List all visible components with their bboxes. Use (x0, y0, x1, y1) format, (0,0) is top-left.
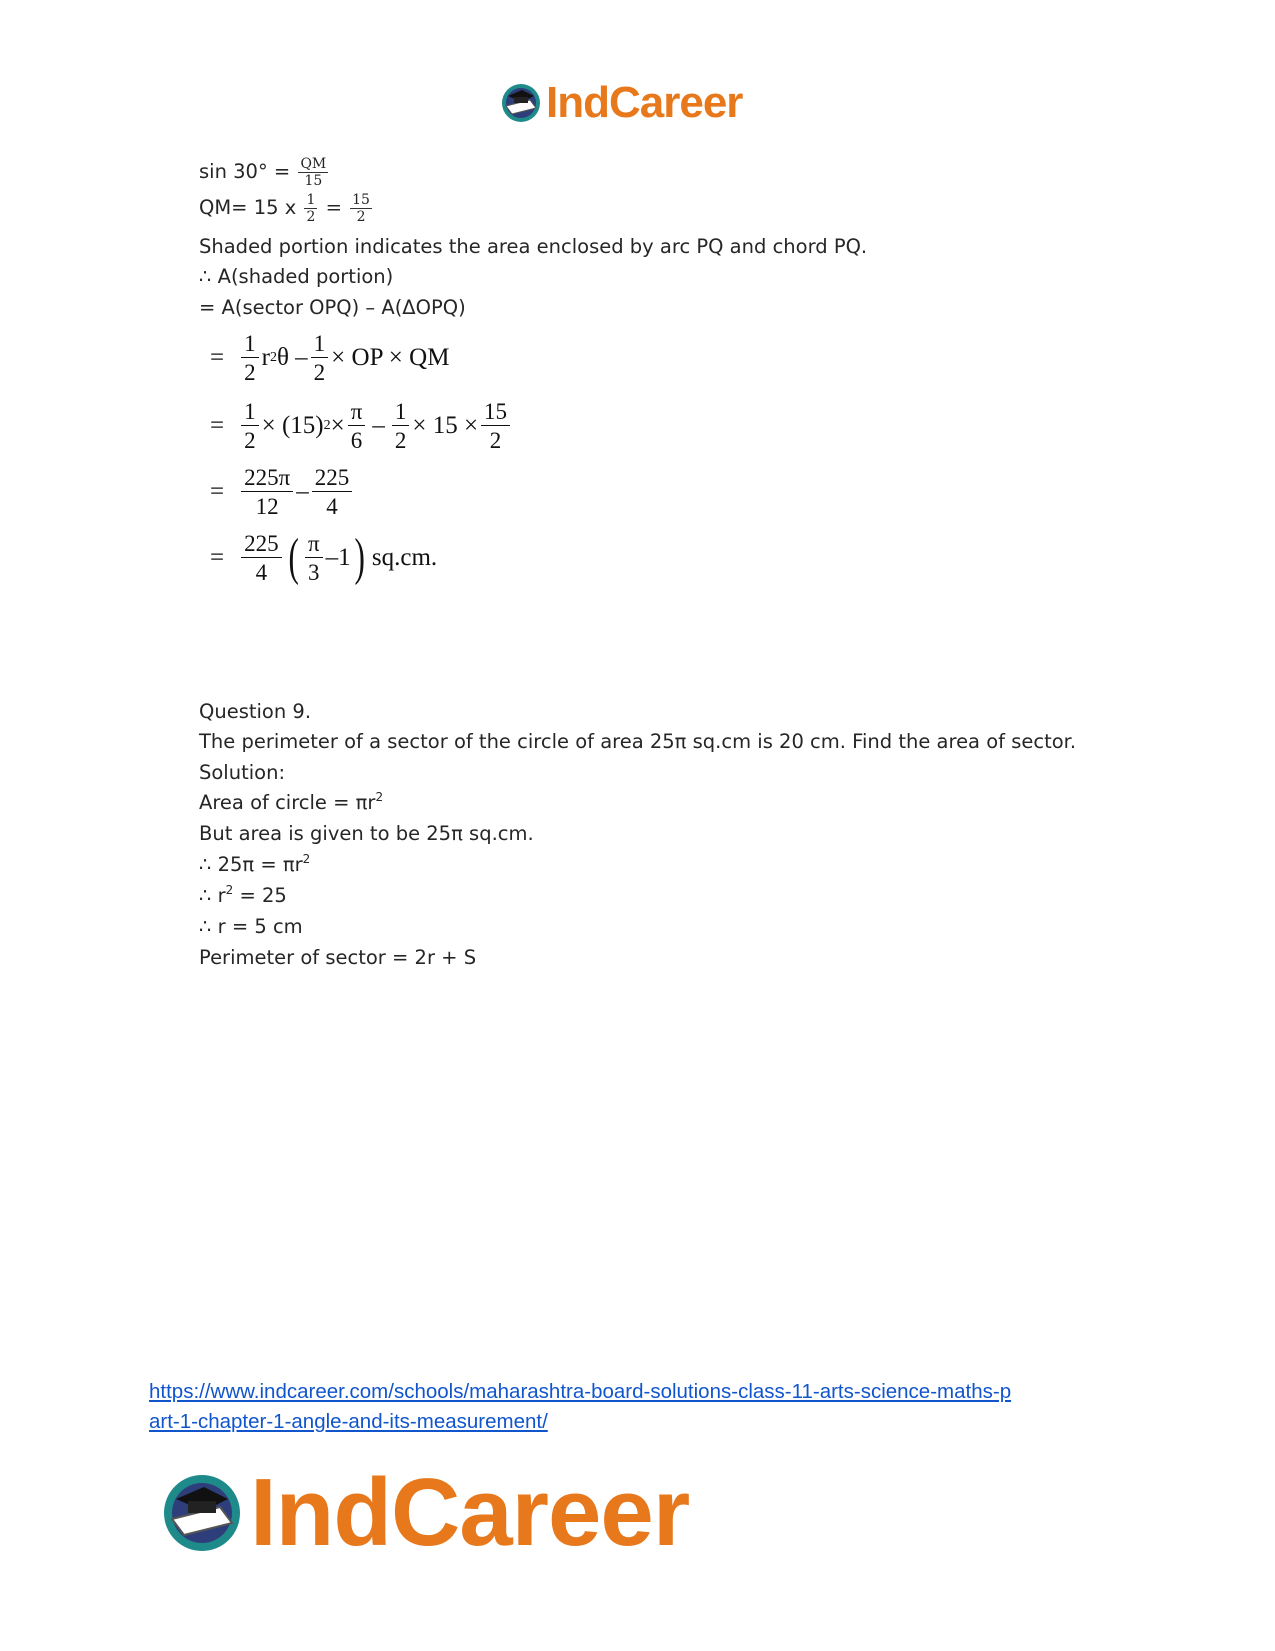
superscript: 2 (375, 790, 384, 804)
term: – (372, 412, 385, 439)
header-logo (500, 78, 742, 128)
qm-f2-denominator: 2 (356, 209, 366, 225)
question-text: The perimeter of a sector of the circle of area 25π sq.cm is 20 cm. Find the area of sector. (199, 730, 1077, 753)
fraction (241, 532, 282, 584)
math-step-1: = $\frac{1}{2}$ r 2 θ – $\frac{1}{2}$ × OP × QM (210, 331, 450, 385)
solution-line-4 (199, 884, 287, 908)
solution-text: ∴ r (199, 884, 226, 907)
solution-line-3 (199, 853, 310, 877)
numerator: 1 (392, 400, 410, 426)
sin-fraction (298, 157, 328, 188)
sin-numerator: QM (300, 156, 327, 172)
sin-denominator: 15 (304, 173, 323, 189)
solution-line-6: Perimeter of sector = 2r + S (199, 946, 477, 969)
denominator: 4 (255, 560, 268, 585)
denominator: 2 (313, 360, 326, 385)
math-step-4 (210, 529, 438, 586)
numerator: 15 (481, 400, 510, 426)
qm-fraction-1 (304, 193, 317, 224)
qm-f2-numerator: 15 (352, 192, 370, 208)
fraction (392, 400, 410, 452)
numerator: 1 (241, 332, 259, 358)
fraction (348, 400, 366, 452)
math-step-3 (210, 466, 355, 518)
equals-sign: = (210, 478, 225, 505)
qm-equals: = (325, 196, 342, 219)
qm-fraction-2 (350, 193, 372, 224)
fraction (305, 532, 323, 584)
math-step-2: = $\frac{1}{2}$ × (15) 2 × $\frac{\pi}{6}$ – $\frac{1}{2}$ × 15 × $\frac{15}{2}$ (210, 400, 513, 452)
term: sq.cm. (371, 544, 438, 571)
term: – (296, 478, 309, 505)
qm-f1-denominator: 2 (306, 209, 316, 225)
term: θ – (276, 344, 308, 371)
logo-text: IndCareer (546, 78, 743, 127)
graduation-cap-book-icon (160, 1471, 244, 1555)
fraction (481, 400, 510, 452)
denominator: 12 (255, 494, 279, 519)
sin-prefix: sin 30° = (199, 160, 291, 183)
solution-text: ∴ 25π = πr (199, 853, 303, 876)
equals-sign: = (210, 344, 225, 371)
equals-sign: = (210, 412, 225, 439)
equals-sign: = (210, 544, 225, 571)
source-link-line-2[interactable]: art-1-chapter-1-angle-and-its-measurement/ (149, 1410, 548, 1433)
denominator: 2 (244, 428, 256, 453)
numerator: 1 (241, 400, 259, 426)
graduation-cap-book-icon (500, 82, 542, 124)
denominator: 6 (350, 428, 363, 453)
qm-f1-numerator: 1 (306, 192, 316, 208)
qm-line (199, 193, 374, 224)
fraction (312, 466, 353, 518)
area-line: ∴ A(shaded portion) (199, 265, 394, 288)
fraction (241, 400, 259, 452)
fraction (241, 332, 259, 384)
superscript: 2 (302, 852, 311, 866)
right-paren: ) (354, 529, 365, 586)
solution-label: Solution: (199, 761, 286, 784)
footer-logo (160, 1459, 690, 1566)
shaded-line: Shaded portion indicates the area enclosed by arc PQ and chord PQ. (199, 235, 868, 258)
denominator: 2 (394, 428, 407, 453)
qm-prefix: QM= 15 x (199, 196, 297, 219)
term: × (330, 412, 345, 439)
denominator: 2 (244, 360, 256, 385)
numerator: π (348, 400, 366, 426)
numerator: 225π (241, 466, 293, 492)
numerator: π (305, 532, 323, 558)
denominator: 4 (326, 494, 338, 519)
term: × OP × QM (331, 344, 450, 371)
term: –1 (325, 544, 351, 571)
numerator: 225 (241, 532, 282, 558)
solution-text: Area of circle = πr (199, 791, 376, 814)
solution-line-5: ∴ r = 5 cm (199, 915, 303, 938)
fraction (311, 332, 329, 384)
solution-line-2: But area is given to be 25π sq.cm. (199, 822, 534, 845)
term: r (261, 344, 270, 371)
solution-line-1 (199, 791, 383, 815)
term: × (15) (261, 412, 324, 439)
question-heading: Question 9. (199, 700, 312, 723)
denominator: 3 (308, 560, 320, 585)
sin-line (199, 157, 330, 188)
term: × 15 × (412, 412, 479, 439)
sector-line: = A(sector OPQ) – A(ΔOPQ) (199, 296, 466, 319)
source-link-line-1[interactable]: https://www.indcareer.com/schools/maharashtra-board-solutions-class-11-arts-science-maths-p (149, 1380, 1012, 1403)
left-paren: ( (288, 529, 299, 586)
numerator: 1 (311, 332, 329, 358)
superscript: 2 (225, 883, 234, 897)
logo-text: IndCareer (250, 1459, 690, 1566)
fraction (241, 466, 293, 518)
solution-text: = 25 (233, 884, 287, 907)
denominator: 2 (489, 428, 502, 453)
numerator: 225 (312, 466, 353, 492)
